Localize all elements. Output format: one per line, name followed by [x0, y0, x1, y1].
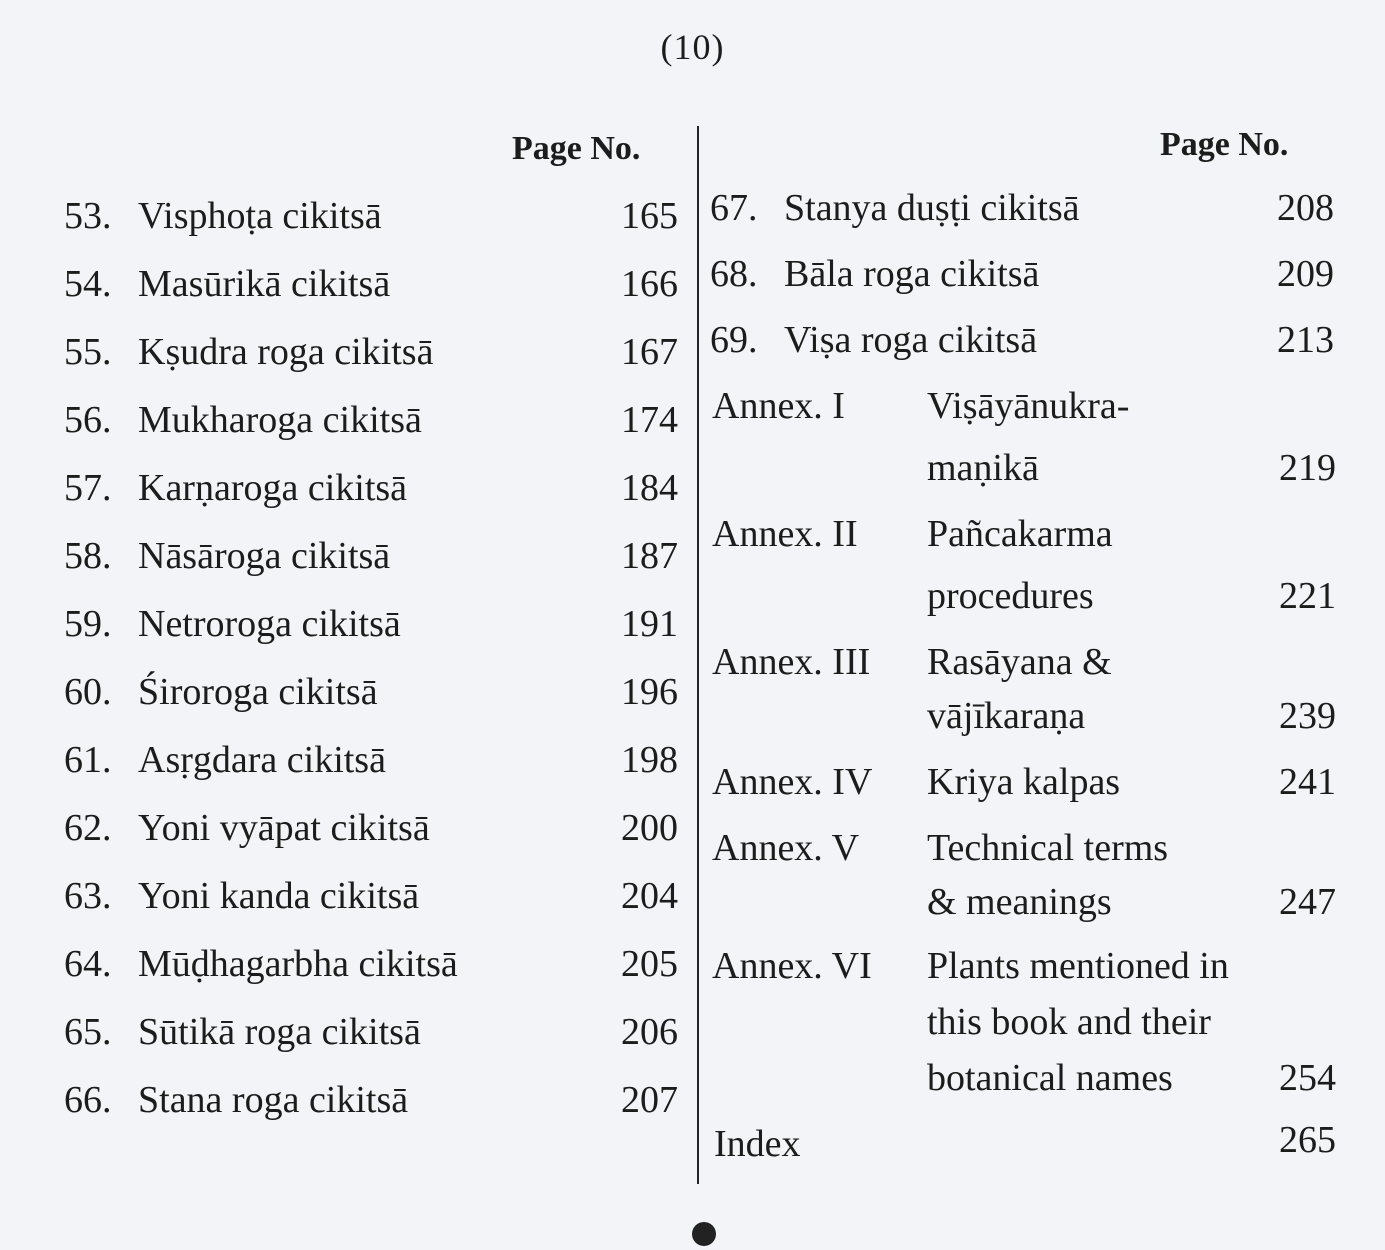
toc-entry-title: Karṇaroga cikitsā: [138, 467, 408, 509]
toc-entry-number: 62.: [64, 807, 112, 849]
toc-entry-page: 167: [621, 331, 678, 373]
toc-entry-title: Yoni vyāpat cikitsā: [138, 807, 430, 849]
toc-entry-title: Śiroroga cikitsā: [138, 671, 378, 713]
toc-entry-number: 66.: [64, 1079, 112, 1121]
annex-label: Annex. III: [712, 641, 871, 683]
toc-entry-number: 69.: [710, 319, 758, 361]
toc-entry-page: 184: [621, 467, 678, 509]
annex-title-line: procedures: [927, 575, 1094, 617]
annex-title-line: Kriya kalpas: [927, 761, 1121, 803]
index-page: 265: [1279, 1119, 1336, 1161]
annex-title-line: botanical names: [927, 1057, 1173, 1099]
page-number: (10): [660, 27, 725, 67]
toc-entry-title: Netroroga cikitsā: [138, 603, 401, 645]
index-label: Index: [714, 1123, 801, 1165]
right-page-no-header: Page No.: [1160, 126, 1289, 163]
toc-entry-number: 56.: [64, 399, 112, 441]
toc-entry-title: Mūḍhagarbha cikitsā: [138, 943, 458, 985]
column-divider: [697, 126, 699, 1184]
toc-entry-number: 55.: [64, 331, 112, 373]
toc-entry-number: 64.: [64, 943, 112, 985]
toc-entry-title: Kṣudra roga cikitsā: [138, 331, 434, 373]
left-page-no-header: Page No.: [512, 130, 641, 167]
toc-entry-title: Stana roga cikitsā: [138, 1079, 409, 1121]
annex-title-line: this book and their: [927, 1001, 1211, 1043]
annex-page: 219: [1279, 447, 1336, 489]
annex-title-line: maṇikā: [927, 447, 1039, 489]
toc-entry-title: Bāla roga cikitsā: [784, 253, 1040, 295]
toc-entry-page: 213: [1277, 319, 1334, 361]
annex-label: Annex. VI: [712, 945, 872, 987]
toc-entry-page: 191: [621, 603, 678, 645]
toc-entry-page: 166: [621, 263, 678, 305]
toc-entry-page: 208: [1277, 187, 1334, 229]
annex-title-line: Technical terms: [927, 827, 1169, 869]
annex-title-line: Pañcakarma: [927, 513, 1113, 555]
annex-title-line: Rasāyana &: [927, 641, 1112, 683]
toc-entry-page: 200: [621, 807, 678, 849]
annex-label: Annex. II: [712, 513, 858, 555]
toc-entry-number: 68.: [710, 253, 758, 295]
toc-entry-number: 57.: [64, 467, 112, 509]
toc-entry-title: Visphoṭa cikitsā: [138, 195, 382, 237]
annex-title-line: vājīkaraṇa: [927, 695, 1086, 737]
annex-title-line: Viṣāyānukra-: [927, 385, 1130, 427]
annex-title-line: & meanings: [927, 881, 1112, 923]
toc-entry-number: 53.: [64, 195, 112, 237]
toc-entry-title: Mukharoga cikitsā: [138, 399, 422, 441]
toc-entry-page: 205: [621, 943, 678, 985]
toc-entry-number: 63.: [64, 875, 112, 917]
annex-label: Annex. V: [712, 827, 860, 869]
annex-page: 247: [1279, 881, 1336, 923]
annex-title-line: Plants mentioned in: [927, 945, 1229, 987]
toc-entry-page: 198: [621, 739, 678, 781]
annex-page: 221: [1279, 575, 1336, 617]
annex-page: 254: [1279, 1057, 1336, 1099]
toc-entry-number: 54.: [64, 263, 112, 305]
toc-entry-number: 58.: [64, 535, 112, 577]
toc-entry-page: 204: [621, 875, 678, 917]
toc-entry-title: Sūtikā roga cikitsā: [138, 1011, 421, 1053]
annex-page: 239: [1279, 695, 1336, 737]
toc-entry-title: Asṛgdara cikitsā: [138, 739, 386, 781]
toc-entry-title: Masūrikā cikitsā: [138, 263, 391, 305]
annex-page: 241: [1279, 761, 1336, 803]
toc-entry-title: Nāsāroga cikitsā: [138, 535, 391, 577]
toc-entry-title: Viṣa roga cikitsā: [784, 319, 1038, 361]
toc-entry-page: 174: [621, 399, 678, 441]
toc-entry-number: 60.: [64, 671, 112, 713]
annex-label: Annex. I: [712, 385, 845, 427]
toc-entry-number: 61.: [64, 739, 112, 781]
bullet-dot: [692, 1222, 716, 1246]
toc-entry-page: 206: [621, 1011, 678, 1053]
toc-entry-page: 196: [621, 671, 678, 713]
toc-entry-page: 209: [1277, 253, 1334, 295]
toc-entry-page: 207: [621, 1079, 678, 1121]
annex-label: Annex. IV: [712, 761, 873, 803]
toc-entry-number: 67.: [710, 187, 758, 229]
toc-entry-title: Yoni kanda cikitsā: [138, 875, 420, 917]
toc-entry-page: 165: [621, 195, 678, 237]
toc-entry-number: 59.: [64, 603, 112, 645]
toc-entry-title: Stanya duṣṭi cikitsā: [784, 187, 1080, 229]
toc-entry-number: 65.: [64, 1011, 112, 1053]
toc-entry-page: 187: [621, 535, 678, 577]
